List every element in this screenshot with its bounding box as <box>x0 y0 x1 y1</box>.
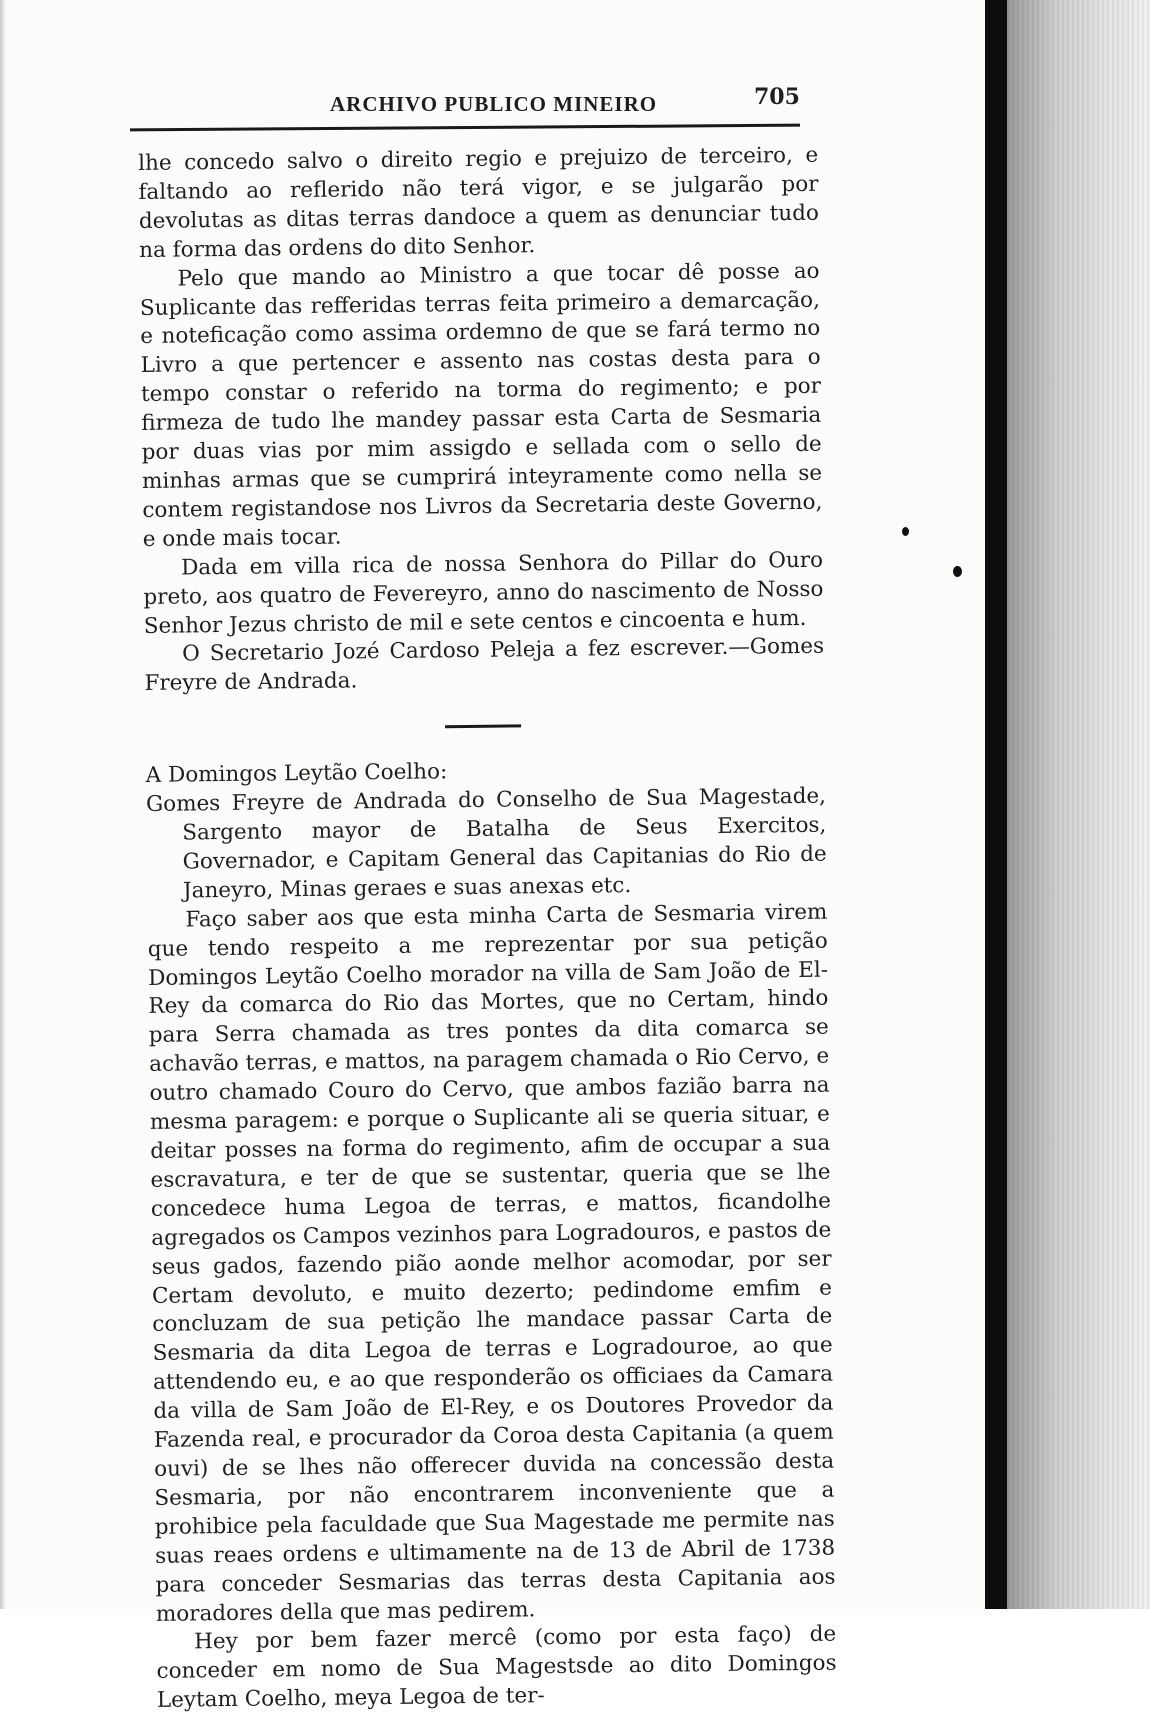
paragraph: Dada em villa rica de nossa Senhora do Pillar do Ouro preto, aos quatro de Fevereyro, anno do nascimento de Nosso Senhor Jezus christo de mil e sete centos e cincoenta e hum. <box>143 547 824 639</box>
page-number: 705 <box>754 84 800 110</box>
signature-line: O Secretario Jozé Cardoso Peleja a fez escrever.—Gomes Freyre de Andrada. <box>144 634 825 697</box>
salutation: A Domingos Leytão Coelho: <box>145 759 448 789</box>
page-header <box>130 68 800 138</box>
binding-shadow <box>985 0 1007 1609</box>
paragraph: Pelo que mando ao Ministro a que tocar dê posse ao Suplicante das refferidas terras feita primeiro a demarcação, e noteficação como assima ordemno de que se fará termo no Livro a que pertencer e assento nas costas desta para o tempo constar o referido na torma do regimento; e por firmeza de tudo lhe mandey passar esta Carta de Sesmaria por duas vias por mim assigdo e sellada com o sello de minhas armas que se cumprirá inteyramente como nella se contem registandose nos Livros da Secretaria deste Governo, e onde mais tocar. <box>139 258 823 552</box>
section-divider <box>445 725 521 729</box>
page-left-edge <box>0 0 6 1609</box>
paragraph: Faço saber aos que esta minha Carta de Sesmaria virem que tendo respeito a me reprezentar por sua petição Domingos Leytão Coelho morador na villa de Sam João de El-Rey da comarca do Rio das Mortes, que no Certam, hindo para Serra chamada as tres pontes da dita comarca se achavão terras, e mattos, na paragem chamada o Rio Cervo, e outro chamado Couro do Cervo, que ambos fazião barra na mesma paragem: e porque o Suplicante ali se queria situar, e deitar posses na forma do regimento, afim de occupar a sua escravatura, e ter de que se sustentar, queria que se lhe concedece huma Legoa de terras, e mattos, ficandolhe agregados os Campos vezinhos para Logradouros, e pastos de seus gados, fazendo pião aonde melhor acomodar, por ser Certam devoluto, e muito dezerto; pedindome emfim e concluzam de sua petição lhe mandace passar Carta de Sesmaria da dita Legoa de terras e Logradouroe, ao que attendendo eu, e ao que responderão os officiaes da Camara da villa de Sam João de El-Rey, e os Doutores Provedor da Fazenda real, e procurador da Coroa desta Capitania (a quem ouvi) de se lhes não offerecer duvida na concessão desta Sesmaria, por não encontrarem inconveniente que a prohibice pela faculdade que Sua Magestade me permite nas suas reaes ordens e ultimamente na de 13 de Abril de 1738 para conceder Sesmarias das terras desta Capitania aos moradores della que mas pedirem. <box>147 899 836 1627</box>
title-paragraph: Gomes Freyre de Andrada do Conselho de Sua Magestade, Sargento mayor de Batalha de Seus Exercitos, Governador, e Capitam General das Capitanias do Rio de Janeyro, Minas geraes e suas anexas etc. <box>145 783 827 904</box>
ink-speck <box>902 527 909 536</box>
paragraph: Hey por bem fazer mercê (como por esta faço) de conceder em nomo de Sua Magestsde ao dito Domingos Leytam Coelho, meya Legoa de ter- <box>156 1621 837 1714</box>
page-margin-scan <box>1007 0 1150 1609</box>
running-title: ARCHIVO PUBLICO MINEIRO <box>330 92 658 116</box>
paragraph: lhe concedo salvo o direito regio e prejuizo de terceiro, e faltando ao reflerido não terá vigor, e se julgarão por devolutas as ditas terras dandoce a quem as denunciar tudo na forma das ordens do dito Senhor. <box>138 142 819 263</box>
ink-speck <box>953 566 962 577</box>
header-rule <box>130 124 800 132</box>
body-text <box>138 142 837 1716</box>
